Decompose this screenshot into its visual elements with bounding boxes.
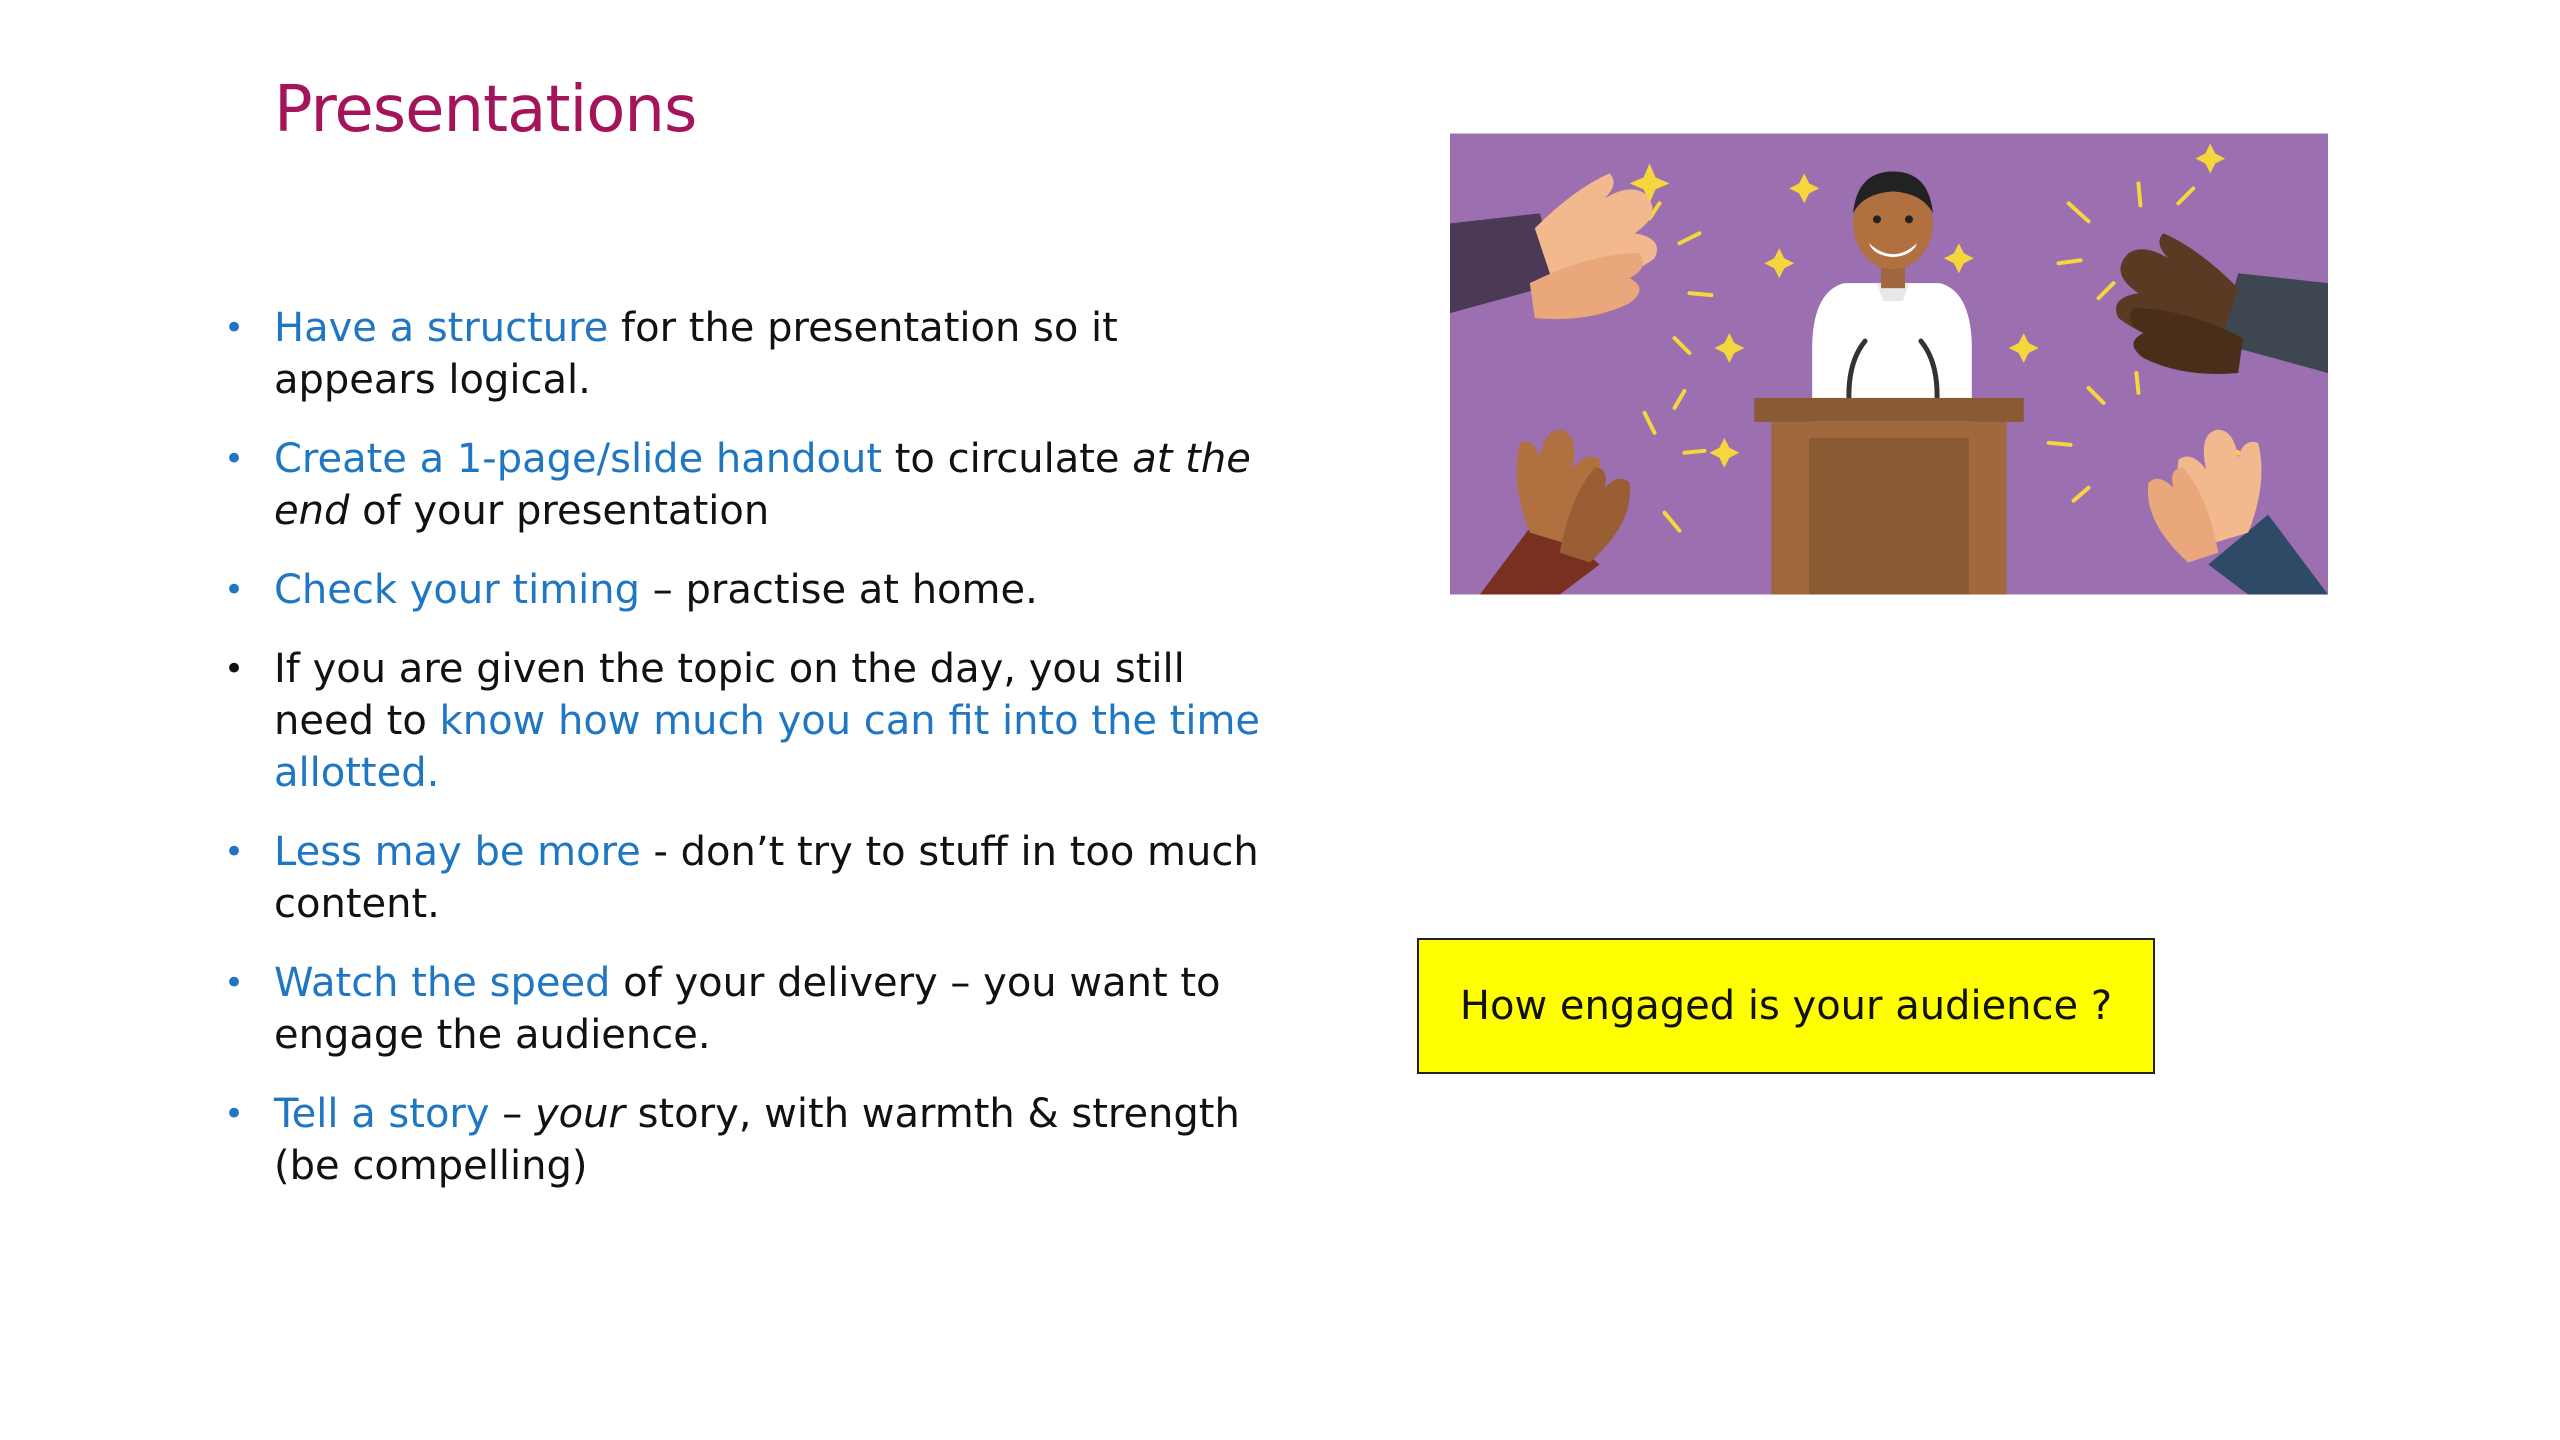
podium <box>1754 398 2023 595</box>
bullet-item-less-more <box>218 826 1278 930</box>
speaker-at-podium-applause-illustration <box>1450 133 2328 595</box>
bullet-text: of your presentation <box>349 488 770 534</box>
bullet-highlight: Have a structure <box>274 305 609 351</box>
bullet-marker: • <box>224 570 245 610</box>
bullet-text: – <box>489 1091 535 1137</box>
slide-title: Presentations <box>274 73 697 147</box>
bullet-highlight: Tell a story <box>274 1091 490 1137</box>
bullet-marker: • <box>224 439 245 479</box>
bullet-highlight: know how much you can fit into the time allotted. <box>274 698 1261 796</box>
bullet-item-timing <box>218 564 1278 616</box>
bullet-text: If you are given the topic on the day, you still need to <box>274 646 1185 744</box>
bullet-marker: • <box>224 308 245 348</box>
bullet-marker: • <box>224 963 245 1003</box>
bullet-marker: • <box>224 832 245 872</box>
bullet-text: of your delivery – you want to engage the audience. <box>274 960 1221 1058</box>
bullet-italic-text: at the end <box>274 436 1251 534</box>
callout-box <box>1417 938 2155 1074</box>
bullet-marker: • <box>224 649 245 689</box>
bullet-text: - don’t try to stuff in too much content. <box>274 829 1259 927</box>
bullet-marker: • <box>224 1094 245 1134</box>
bullet-list <box>218 302 1278 1219</box>
bullet-item-handout <box>218 433 1278 537</box>
bullet-highlight: Watch the speed <box>274 960 611 1006</box>
callout-text: How engaged is your audience ? <box>1459 983 2113 1029</box>
bullet-italic-text: your <box>534 1091 625 1137</box>
bullet-text: story, with warmth & strength (be compelling) <box>274 1091 1240 1189</box>
bullet-item-structure <box>218 302 1278 406</box>
bullet-text: for the presentation so it appears logical. <box>274 305 1118 403</box>
bullet-highlight: Create a 1-page/slide handout <box>274 436 883 482</box>
bullet-item-story <box>218 1088 1278 1192</box>
bullet-text: to circulate <box>882 436 1133 482</box>
bullet-item-topic <box>218 643 1278 799</box>
bullet-text: – practise at home. <box>640 567 1038 613</box>
bullet-item-speed <box>218 957 1278 1061</box>
bullet-highlight: Check your timing <box>274 567 641 613</box>
bullet-highlight: Less may be more <box>274 829 641 875</box>
